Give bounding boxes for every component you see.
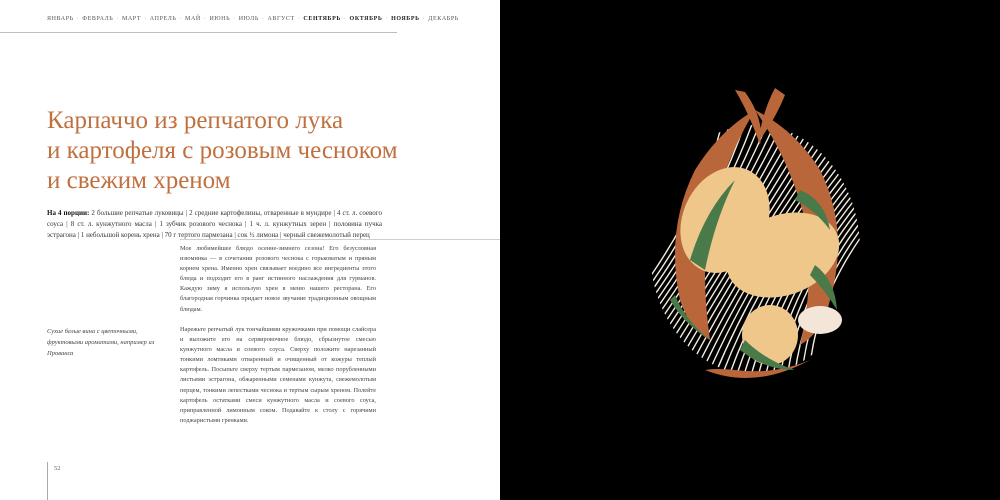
month-navigation (47, 16, 459, 22)
right-page (500, 0, 1000, 500)
month-11: НОЯБРЬ (391, 16, 420, 22)
month-separator: · (144, 16, 147, 22)
month-10: ОКТЯБРЬ (349, 16, 383, 22)
page-number: 52 (54, 465, 61, 472)
month-12: ДЕКАБРЬ (428, 16, 459, 22)
month-9: СЕНТЯБРЬ (303, 16, 341, 22)
month-4: АПРЕЛЬ (149, 16, 177, 22)
month-2: ФЕВРАЛЬ (82, 16, 114, 22)
month-separator: · (385, 16, 389, 22)
month-separator: · (422, 16, 426, 22)
month-separator: · (179, 16, 183, 22)
month-separator: · (261, 16, 265, 22)
month-separator: · (343, 16, 347, 22)
recipe-title (47, 106, 487, 196)
month-3: МАРТ (121, 16, 142, 22)
ingredients-text: 2 большие репчатые луковицы | 2 средние картофелины, отваренные в мундире | 4 ст. л. соевого соуса | 8 ст. л. кунжутного масла | 1 зубчик розового чеснока | 1 ч. л. кунжутных зерен | половина пучка эстрагона | 1 небольшой корень хрена | 70 г тертого пармезана | сок ½ лимона | черный свежемолотый перец (47, 209, 382, 239)
month-8: АВГУСТ (267, 16, 295, 22)
intro-text: Мое любимейшее блюдо осенне-зимнего сезона! Его безусловная изюминка — в сочетании розового чеснока с горьковатым и пряным корнем хрена. Именно хрен связывает воедино все ингредиенты этого блюда и подходит его в ранг истинного наслаждения для гурманов. Каждую зиму я использую хрен в меню нашего ресторана. Его благородная горчинка придает новое звучание традиционным овощным блюдам. (180, 245, 376, 313)
method-text: Нарежьте репчатый лук тончайшими кружочками при помощи слайсера и выложите его на сервировочное блюдо, сбрызнутое смесью кунжутного масла и соевого соуса. Сверху положите нарезанный тонкими ломтиками отваренный и очищенный от кожуры теплый картофель. Посыпьте сверху тертым пармезаном, мелко порубленными листьями эстрагона, обжаренными семенами кунжута, свежемолотым перцем, тонкими лепестками чеснока и тертым сырым хреном. Полейте картофель остатками смеси кунжутного масла и соевого соуса, приправленной лимонным соком. Подавайте к столу с горячими поджаристыми гренками. (180, 326, 376, 424)
wine-pairing-note: Сухие белые вина с цветочными, фруктовыми ароматами, например из Прованса (47, 328, 155, 357)
month-7: ИЮЛЬ (238, 16, 259, 22)
top-rule (0, 32, 397, 33)
ingredients-paragraph (47, 208, 382, 240)
garlic-petal (798, 306, 842, 334)
servings-label: На 4 порции: (47, 209, 90, 217)
month-separator: · (116, 16, 119, 22)
month-separator: · (233, 16, 236, 22)
section-rule (180, 239, 500, 240)
title-line-2: и картофеля с розовым чесноком (47, 137, 398, 164)
month-separator: · (203, 16, 207, 22)
title-line-1: Карпаччо из репчатого лука (47, 107, 344, 134)
month-separator: · (76, 16, 80, 22)
onion-potato-illustration (625, 70, 885, 400)
bottom-rule (47, 462, 48, 500)
month-1: ЯНВАРЬ (47, 16, 74, 22)
month-separator: · (297, 16, 301, 22)
month-6: ИЮНЬ (209, 16, 231, 22)
month-5: МАЙ (185, 16, 201, 22)
title-line-3: и свежим хреном (47, 167, 231, 194)
